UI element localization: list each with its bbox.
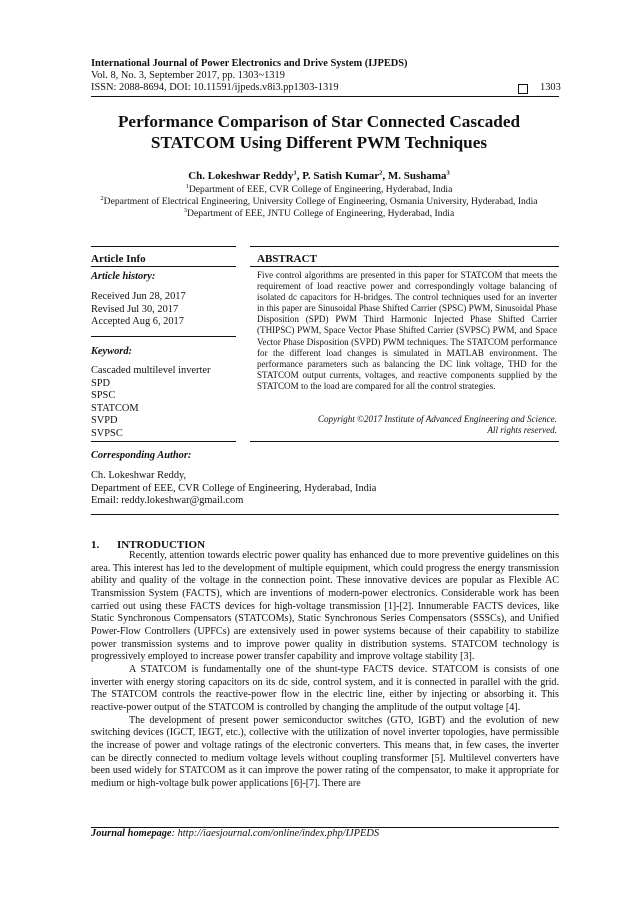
history-revised: Revised Jul 30, 2017: [91, 304, 179, 315]
intro-paragraph-1: Recently, attention towards electric power quality has enhanced due to more preventive guidelines on this area. This interest has led to the development of multiple equipment, which could progress the energy transmission ability and quality of the voltage in the connection point. These innovative devices are popular as Flexible AC Transmission System (FACTS), which are inventions of modern-power electronics. Considerable work has been carried out using these FACTS devices for high-voltage transmission [1]-[2]. Innumerable FACTS devices, like Static Synchronous Compensators (STATCOMs), Static Synchronous Series Compensators (SSSCs), and Unified Power-Flow Controllers (UPFCs) are extensively used in power systems because of their capability to stabilize power transmission systems and to improve power quality in distribution systems. STATCOM technology is progressively employed to increase power transfer capability and improve voltage stability [3].: [91, 550, 559, 663]
keyword-rule: [91, 336, 236, 337]
volume-info: Vol. 8, No. 3, September 2017, pp. 1303~1319: [91, 70, 285, 81]
journal-name: International Journal of Power Electronics and Drive System (IJPEDS): [91, 58, 408, 69]
article-info-bottom-rule: [91, 441, 236, 442]
history-accepted: Accepted Aug 6, 2017: [91, 316, 184, 327]
copyright-line2: All rights reserved.: [487, 425, 557, 435]
intro-paragraph-2: A STATCOM is fundamentally one of the shunt-type FACTS device. STATCOM is consists of one inverter with energy storing capacitors on its dc side, control system, and it is connected in parallel with the grid. The STATCOM controls the reactive-power flow in the electric line, either by injecting or absorbing it. This reactive-power output of the STATCOM is controlled by changing the amplitude of the output voltage [4].: [91, 663, 559, 713]
issn-doi: ISSN: 2088-8694, DOI: 10.11591/ijpeds.v8i3.pp1303-1319: [91, 82, 339, 93]
keyword-heading: Keyword:: [91, 346, 132, 357]
author-list: Ch. Lokeshwar Reddy$^1$, P. Satish Kumar$^2$, M. Sushama$^3$: [188, 169, 450, 182]
intro-paragraph-3: The development of present power semiconductor switches (GTO, IGBT) and the evolution of new switching devices (IGCT, IEGT, etc.), collective with the utilization of novel inverter topologies, have permissible the increase of power and voltage ratings of the electronic converters. This means that, in few cases, the inverter can be directly connected to medium voltage levels without coupling transformer [5]. Multilevel converters have been used widely for STATCOM as it can improve the power rating of the compensator, to make it appropriate for medium or high-voltage bulk power applications [6]-[7]. There are: [91, 714, 559, 789]
abstract-sub-rule: [250, 266, 559, 267]
article-info-top-rule: [91, 246, 236, 247]
author-1: Ch. Lokeshwar Reddy: [188, 170, 294, 182]
author-2: P. Satish Kumar: [302, 170, 380, 182]
abstract-heading: ABSTRACT: [257, 253, 317, 265]
keyword-item: SVPD: [91, 415, 118, 426]
abstract-text: Five control algorithms are presented in this paper for STATCOM that meets the requirement of load reactive power and correspondingly voltage balancing of isolated dc capacitors for H-bridges. The control techniques used for an inverter in this paper are Sinusoidal Phase Shifted Carrier (SPSC) PWM, Sinusoidal Phase Disposition (SPD) PWM Third Harmonic Injected Phase Shifted Carrier (THIPSC) PWM, Space Vector Phase Shifted Carrier (SVPSC) PWM, and Space Vector Phase Disposition (SVPD) PWM techniques. The STATCOM performance for the different load changes is simulated in MATLAB environment. The performance parameters such as balancing the DC link voltage, THD for the STATCOM output currents, voltages, and reactive components supplied by the STATCOM to the load are compared for all the control strategies.: [257, 270, 557, 391]
intro-body: [91, 550, 559, 790]
abstract-bottom-rule: [250, 441, 559, 442]
corresponding-rule: [91, 514, 559, 515]
page-number: 1303: [540, 82, 561, 93]
intro-heading: INTRODUCTION: [117, 539, 206, 551]
abstract-top-rule: [250, 246, 559, 247]
article-info-sub-rule: [91, 266, 236, 267]
author-3: M. Sushama: [387, 170, 447, 182]
history-received: Received Jun 28, 2017: [91, 291, 186, 302]
affiliation-2: $^2$Department of Electrical Engineering, University College of Engineering, Osmania University, Hyderabad, India: [100, 194, 538, 207]
paper-title-line1: Performance Comparison of Star Connected Cascaded: [117, 112, 521, 131]
copyright-line1: Copyright ©2017 Institute of Advanced Engineering and Science.: [317, 414, 557, 424]
affiliation-1: $^1$Department of EEE, CVR College of Engineering, Hyderabad, India: [185, 182, 453, 195]
history-heading: Article history:: [91, 271, 156, 282]
keyword-item: SVPSC: [91, 428, 123, 439]
keyword-item: SPD: [91, 378, 111, 389]
homepage-label: Journal homepage: [91, 828, 172, 839]
article-info-heading: Article Info: [91, 253, 146, 265]
corresponding-name: Ch. Lokeshwar Reddy,: [91, 470, 187, 481]
corresponding-dept: Department of EEE, CVR College of Engineering, Hyderabad, India: [91, 483, 377, 494]
header-rule: [91, 96, 559, 97]
paper-title-line2: STATCOM Using Different PWM Techniques: [150, 133, 488, 152]
affiliation-3: $^3$Department of EEE, JNTU College of Engineering, Hyderabad, India: [183, 206, 455, 219]
keyword-item: Cascaded multilevel inverter: [91, 365, 211, 376]
page-box-icon: [518, 84, 528, 94]
corresponding-email: Email: reddy.lokeshwar@gmail.com: [91, 495, 244, 506]
keyword-item: STATCOM: [91, 403, 139, 414]
journal-homepage: [91, 828, 379, 839]
keyword-item: SPSC: [91, 390, 116, 401]
corresponding-heading: Corresponding Author:: [91, 450, 192, 461]
intro-heading-number: 1.: [91, 539, 100, 551]
homepage-link[interactable]: : http://iaesjournal.com/online/index.php/IJPEDS: [171, 828, 380, 839]
